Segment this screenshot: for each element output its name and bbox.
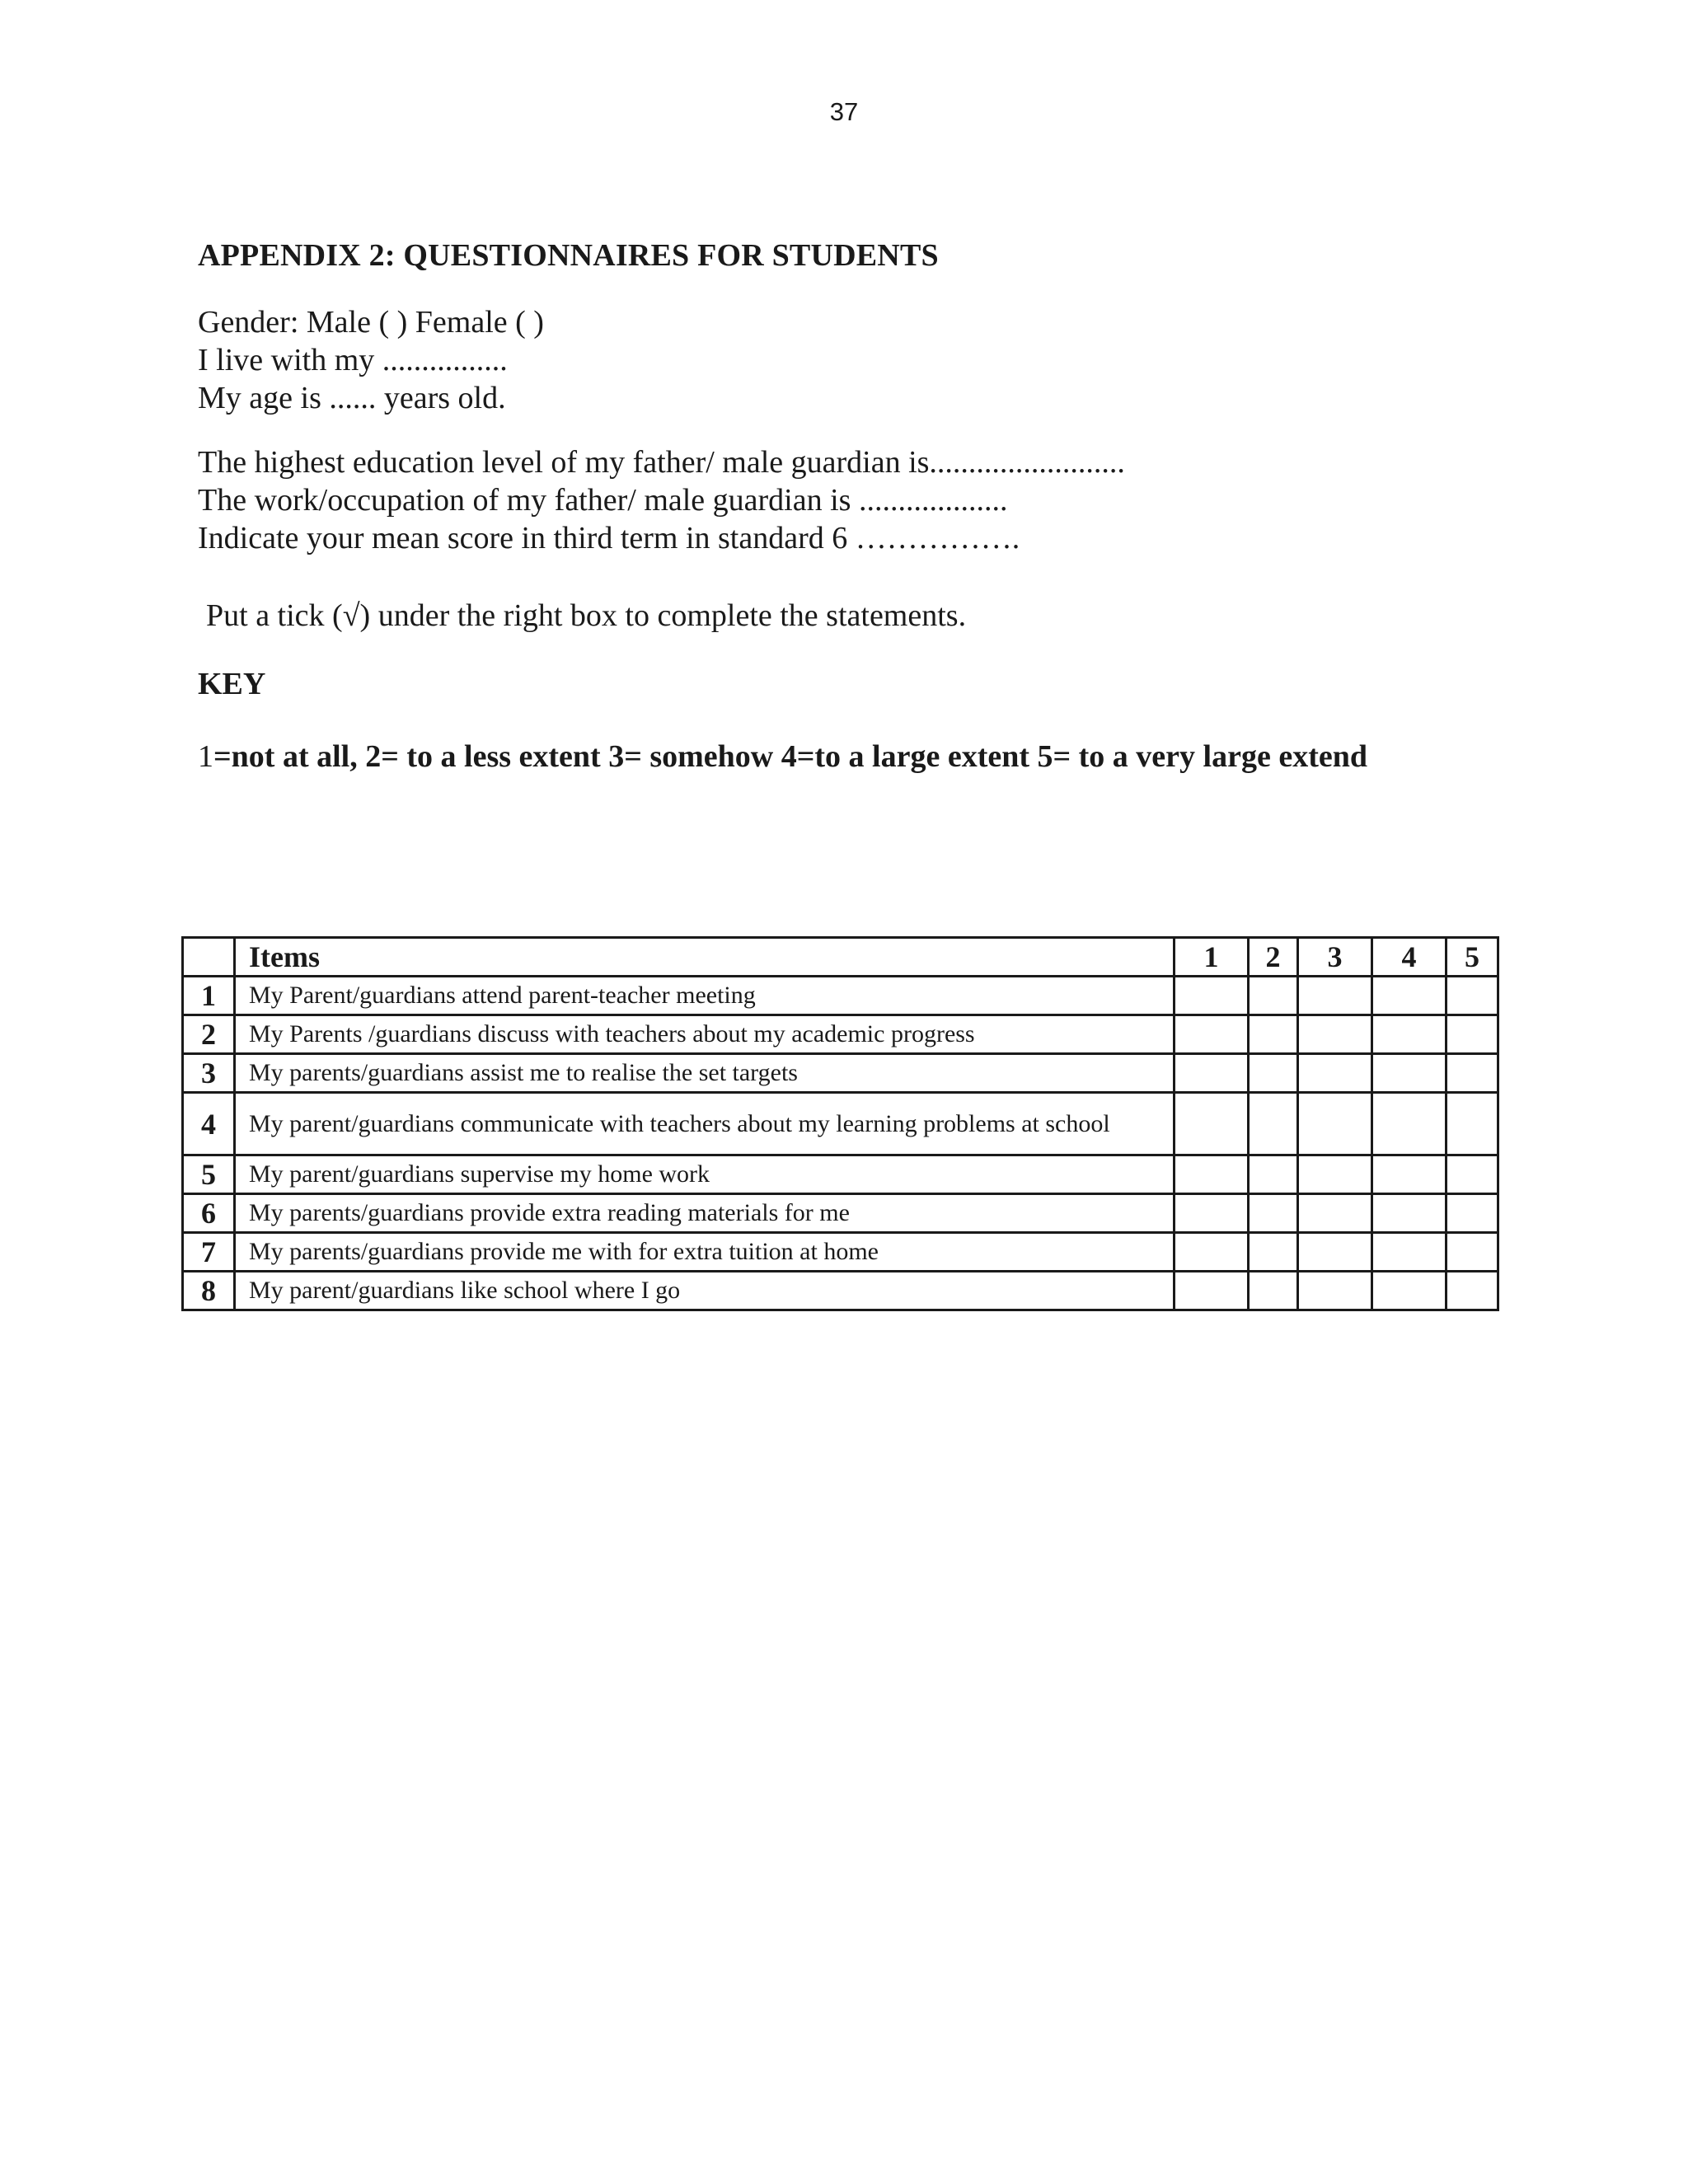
row-item: My parents/guardians assist me to realise the set targets [235, 1054, 1175, 1093]
tick-box-1[interactable] [1175, 1272, 1249, 1310]
father-education-line: The highest education level of my father/ male guardian is......................... [198, 445, 1125, 480]
page-number: 37 [829, 97, 859, 126]
row-number: 6 [183, 1194, 235, 1233]
tick-box-5[interactable] [1447, 1015, 1498, 1054]
tick-box-4[interactable] [1372, 1054, 1447, 1093]
table-row [183, 1155, 1498, 1194]
table-row [183, 977, 1498, 1015]
header-scale-2: 2 [1249, 938, 1298, 977]
tick-box-5[interactable] [1447, 1194, 1498, 1233]
tick-box-3[interactable] [1298, 1194, 1372, 1233]
header-scale-5: 5 [1447, 938, 1498, 977]
row-item: My Parent/guardians attend parent-teacher meeting [235, 977, 1175, 1015]
mean-score-line: Indicate your mean score in third term in standard 6 ……………. [198, 521, 1020, 555]
row-item: My parent/guardians supervise my home work [235, 1155, 1175, 1194]
tick-box-3[interactable] [1298, 977, 1372, 1015]
tick-box-2[interactable] [1249, 1233, 1298, 1272]
table-row [183, 1233, 1498, 1272]
tick-box-4[interactable] [1372, 977, 1447, 1015]
row-item: My parent/guardians like school where I go [235, 1272, 1175, 1310]
table-header-row [183, 938, 1498, 977]
key-title: KEY [198, 667, 266, 701]
row-item: My parents/guardians provide me with for extra tuition at home [235, 1233, 1175, 1272]
header-scale-4: 4 [1372, 938, 1447, 977]
tick-box-2[interactable] [1249, 1194, 1298, 1233]
row-number: 1 [183, 977, 235, 1015]
questionnaire-table [181, 936, 1499, 1311]
key-legend [198, 738, 1367, 775]
father-occupation-line: The work/occupation of my father/ male guardian is ................... [198, 483, 1008, 518]
tick-box-2[interactable] [1249, 1015, 1298, 1054]
header-scale-3: 3 [1298, 938, 1372, 977]
tick-box-4[interactable] [1372, 1155, 1447, 1194]
row-item: My parent/guardians communicate with teachers about my learning problems at school [235, 1093, 1175, 1155]
tick-box-2[interactable] [1249, 977, 1298, 1015]
tick-box-4[interactable] [1372, 1272, 1447, 1310]
tick-box-3[interactable] [1298, 1015, 1372, 1054]
tick-box-2[interactable] [1249, 1155, 1298, 1194]
appendix-heading: APPENDIX 2: QUESTIONNAIRES FOR STUDENTS [198, 238, 939, 273]
tick-box-1[interactable] [1175, 1015, 1249, 1054]
tick-box-5[interactable] [1447, 1155, 1498, 1194]
header-items-cell: Items [235, 938, 1175, 977]
header-scale-1: 1 [1175, 938, 1249, 977]
gender-line: Gender: Male ( ) Female ( ) [198, 305, 544, 340]
row-number: 8 [183, 1272, 235, 1310]
tick-box-1[interactable] [1175, 1233, 1249, 1272]
table-row [183, 1015, 1498, 1054]
tick-box-5[interactable] [1447, 1093, 1498, 1155]
tick-box-5[interactable] [1447, 1272, 1498, 1310]
tick-box-1[interactable] [1175, 1155, 1249, 1194]
row-number: 4 [183, 1093, 235, 1155]
age-line: My age is ...... years old. [198, 381, 506, 415]
row-item: My Parents /guardians discuss with teachers about my academic progress [235, 1015, 1175, 1054]
tick-box-3[interactable] [1298, 1054, 1372, 1093]
tick-box-3[interactable] [1298, 1155, 1372, 1194]
tick-box-2[interactable] [1249, 1054, 1298, 1093]
tick-box-1[interactable] [1175, 977, 1249, 1015]
tick-box-3[interactable] [1298, 1272, 1372, 1310]
tick-box-4[interactable] [1372, 1233, 1447, 1272]
key-lead: 1 [198, 739, 213, 774]
tick-box-5[interactable] [1447, 1054, 1498, 1093]
table-row [183, 1272, 1498, 1310]
tick-box-2[interactable] [1249, 1093, 1298, 1155]
tick-box-4[interactable] [1372, 1015, 1447, 1054]
tick-box-1[interactable] [1175, 1054, 1249, 1093]
tick-box-5[interactable] [1447, 1233, 1498, 1272]
instruction-text: Put a tick (√) under the right box to complete the statements. [206, 598, 967, 633]
tick-box-3[interactable] [1298, 1233, 1372, 1272]
table-row [183, 1194, 1498, 1233]
table-row [183, 1093, 1498, 1155]
header-number-cell [183, 938, 235, 977]
tick-box-2[interactable] [1249, 1272, 1298, 1310]
tick-box-4[interactable] [1372, 1194, 1447, 1233]
tick-box-4[interactable] [1372, 1093, 1447, 1155]
row-number: 5 [183, 1155, 235, 1194]
tick-box-3[interactable] [1298, 1093, 1372, 1155]
table-row [183, 1054, 1498, 1093]
row-number: 2 [183, 1015, 235, 1054]
tick-box-1[interactable] [1175, 1093, 1249, 1155]
key-description: =not at all, 2= to a less extent 3= somehow 4=to a large extent 5= to a very large extend [213, 739, 1367, 774]
tick-box-1[interactable] [1175, 1194, 1249, 1233]
tick-box-5[interactable] [1447, 977, 1498, 1015]
row-number: 3 [183, 1054, 235, 1093]
row-item: My parents/guardians provide extra reading materials for me [235, 1194, 1175, 1233]
row-number: 7 [183, 1233, 235, 1272]
live-with-line: I live with my ................ [198, 343, 508, 377]
